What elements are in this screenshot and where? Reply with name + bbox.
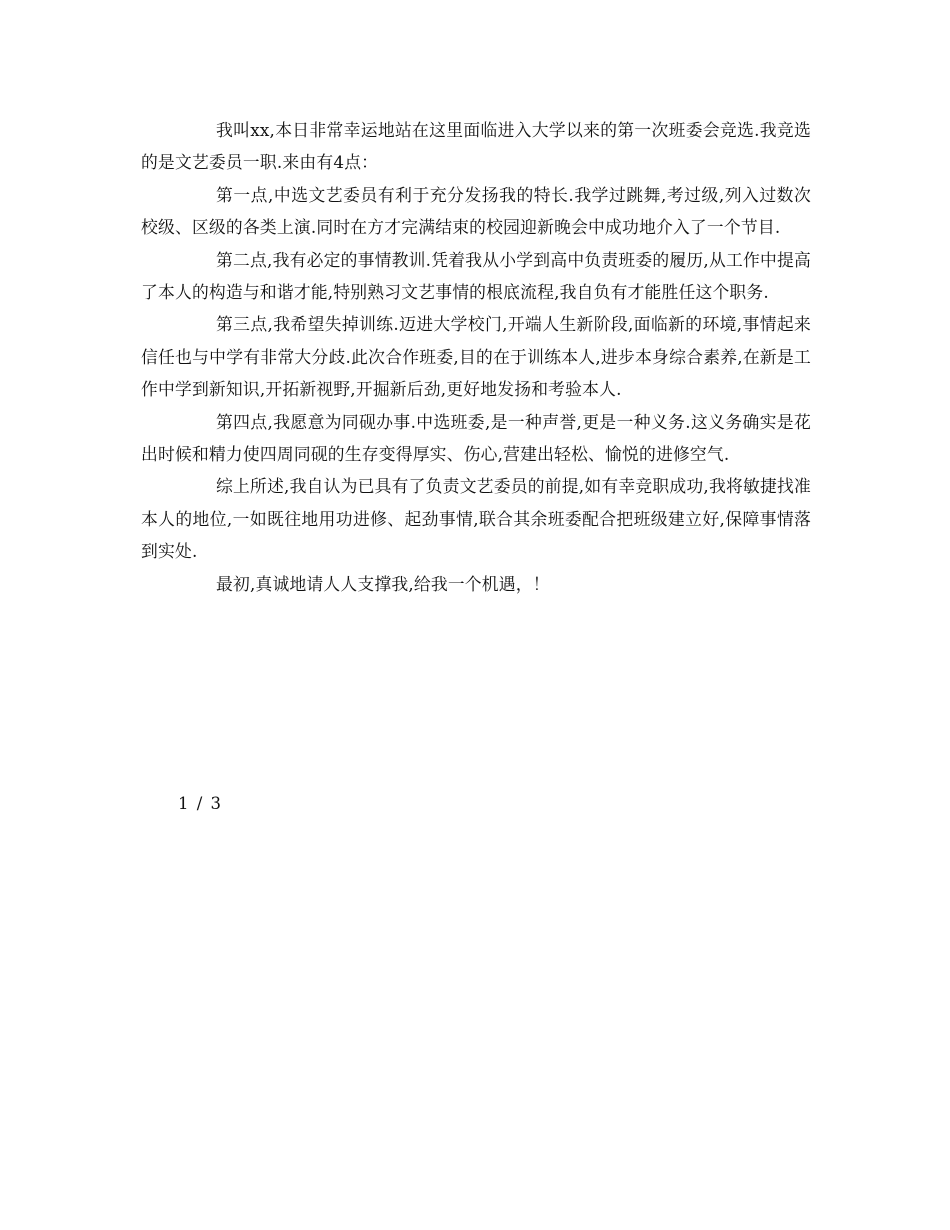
paragraph-closing: 最初,真诚地请人人支撑我,给我一个机遇，！ — [216, 573, 550, 594]
paragraph-summary: 综上所述,我自认为已具有了负责文艺委员的前提,如有幸竞职成功,我将敏捷找准本人的地位,一如既往地用功进修、起劲事情,联合其余班委配合把班级建立好,保障事情落到实处. — [141, 476, 811, 562]
paragraph-intro: 我叫xx,本日非常幸运地站在这里面临进入大学以来的第一次班委会竞选.我竞选的是文艺委员一职.来由有4点： — [141, 120, 811, 173]
document-body — [141, 114, 811, 600]
paragraph-point-four: 第四点,我愿意为同砚办事.中选班委,是一种声誉,更是一种义务.这义务确实是花出时候和精力使四周同砚的生存变得厚实、伤心,营建出轻松、愉悦的进修空气. — [141, 411, 811, 465]
paragraph-point-two: 第二点,我有必定的事情教训.凭着我从小学到高中负责班委的履历,从工作中提高了本人的构造与和谐才能,特别熟习文艺事情的根底流程,我自负有才能胜任这个职务. — [141, 249, 811, 303]
paragraph-point-three: 第三点,我希望失掉训练.迈进大学校门,开端人生新阶段,面临新的环境,事情起来信任也与中学有非常大分歧.此次合作班委,目的在于训练本人,进步本身综合素养,在新是工作中学到新知识,开拓新视野,开掘新后劲,更好地发扬和考验本人. — [141, 314, 811, 400]
paragraph-point-one: 第一点,中选文艺委员有利于充分发扬我的特长.我学过跳舞,考过级,列入过数次校级、区级的各类上演.同时在方才完满结束的校园迎新晚会中成功地介入了一个节目. — [141, 184, 811, 238]
page-number: 1 / 3 — [178, 794, 222, 813]
